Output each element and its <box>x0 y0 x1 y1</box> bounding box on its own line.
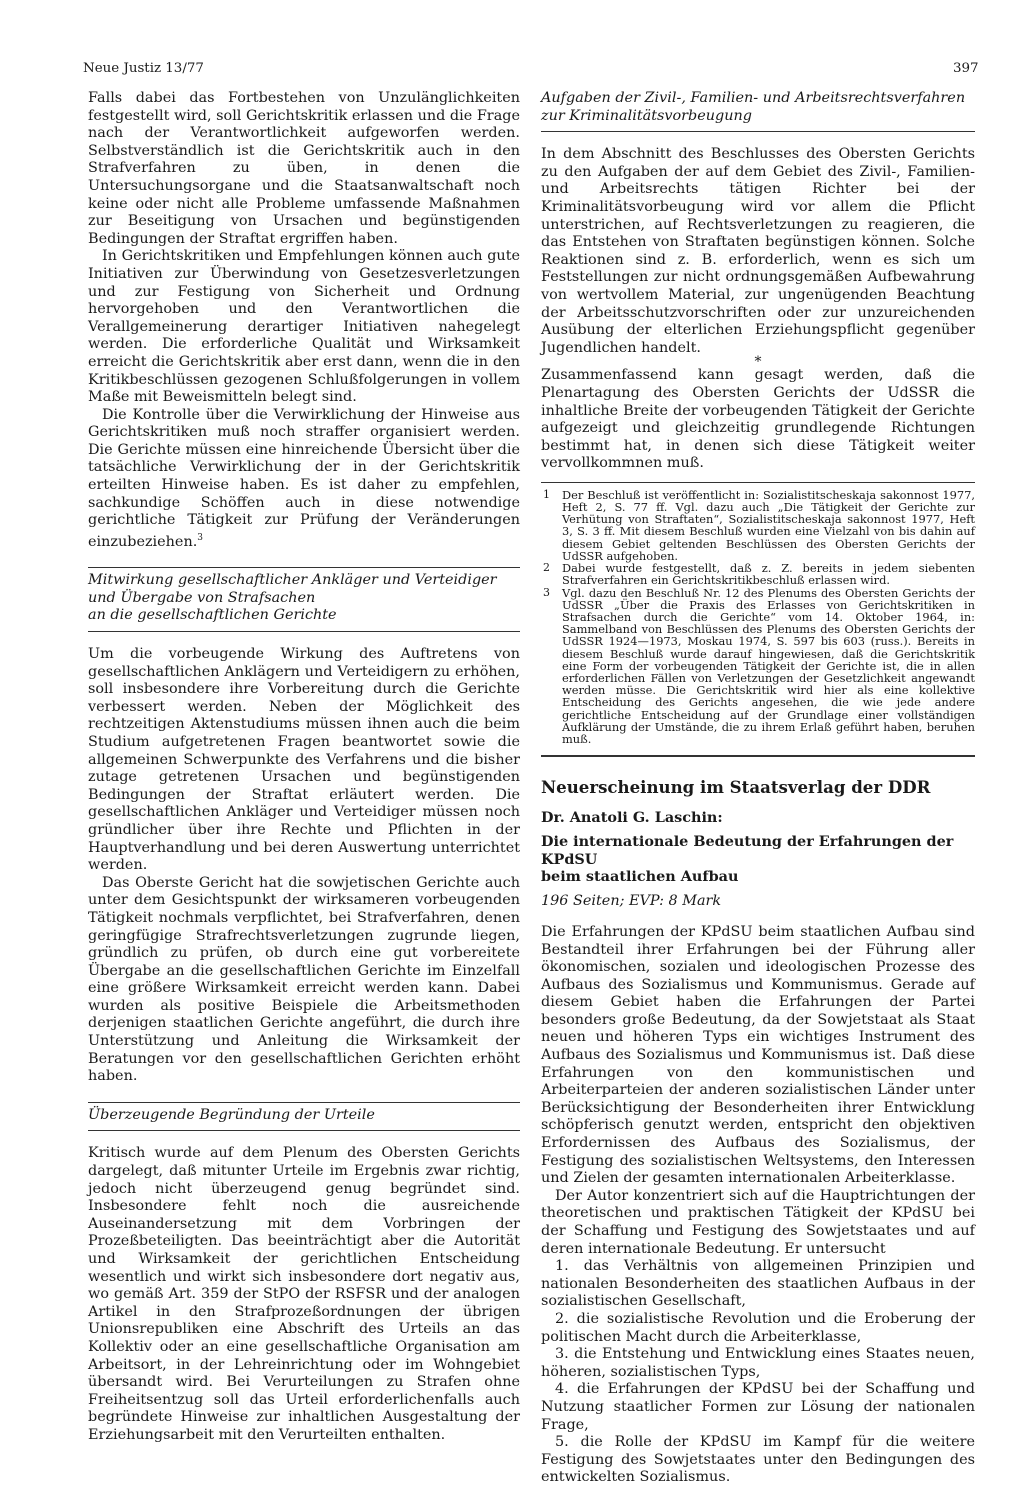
paragraph: In Gerichtskritiken und Empfehlungen können auch gute Initiativen zur Überwindung von Gesetzesverletzungen und zur Festigung von Sicherheit und Ordnung hervorgehoben und den Verantwortlichen die Verallgemeinerung derartiger Initiativen nahegelegt werden. Die erforderliche Qualität und Wirksamkeit erreicht die Gerichtskritik aber erst dann, wenn die in den Kritikbeschlüssen gezogenen Schlußfolgerungen in vollem Maße mit Beweismitteln belegt sind. <box>88 248 520 406</box>
section-heading-line: an die gesellschaftlichen Gerichte <box>88 607 337 624</box>
list-item: 3. die Entstehung und Entwicklung eines Staates neuen, höheren, sozialistischen Typs, <box>541 1346 975 1380</box>
section-rule <box>88 1130 520 1131</box>
book-author: Dr. Anatoli G. Laschin: <box>541 809 723 827</box>
footnote-number: 1 <box>543 487 550 501</box>
book-title-line: Die internationale Bedeutung der Erfahrungen der KPdSU <box>541 833 954 868</box>
list-item: 4. die Erfahrungen der KPdSU bei der Schaffung und Nutzung staatlicher Formen zur Lösung der nationalen Frage, <box>541 1381 975 1433</box>
footnote-number: 3 <box>543 585 550 599</box>
paragraph <box>88 407 520 552</box>
paragraph-text: Die Kontrolle über die Verwirklichung der Hinweise aus Gerichtskritiken muß noch straffer organisiert werden. Die Gerichte müssen eine hinreichende Übersicht über die tatsächliche Verwirklichung der in der Gerichtskritik erteilten Hinweise haben. Es ist daher zu empfehlen, sachkundige Schöffen auch in diese notwendige gerichtliche Tätigkeit zur Prüfung der Veränderungen einzubeziehen. <box>88 406 520 550</box>
section-heading <box>541 90 975 131</box>
section-rule <box>88 631 520 632</box>
list-item: 2. die sozialistische Revolution und die Eroberung der politischen Macht durch die Arbeiterklasse, <box>541 1310 975 1345</box>
list-item: 1. das Verhältnis von allgemeinen Prinzipien und nationalen Besonderheiten des staatlichen Aufbaus in der sozialistischen Gesellschaft, <box>541 1258 975 1310</box>
publication-announcement <box>541 777 975 1487</box>
running-header-title: Neue Justiz 13/77 <box>83 61 204 76</box>
paragraph: In dem Abschnitt des Beschlusses des Obersten Gerichts zu den Aufgaben der auf dem Gebiet des Zivil-, Familien- und Arbeitsrechts tätigen Richter bei der Kriminalitätsvorbeugung wird vor allem die Pflicht unterstrichen, auf Rechtsverletzungen zu reagieren, die das Entstehen von Straftaten begünstigen können. Solche Reaktionen sind z. B. erforderlich, wenn es sich um Feststellungen zur nicht ordnungsgemäßen Aufbewahrung von wertvollem Material, zur ungenügenden Beachtung der Arbeitsschutzvorschriften oder zur unzureichenden Ausübung der elterlichen Erziehungspflicht gegenüber Jugendlichen handelt. <box>541 146 975 356</box>
section-heading-line: und Übergabe von Strafsachen <box>88 589 316 606</box>
footnote-rule <box>541 482 975 483</box>
paragraph: Um die vorbeugende Wirkung des Auftretens von gesellschaftlichen Anklägern und Verteidigern zu erhöhen, soll insbesondere ihre Vorbereitung durch die Gerichte verbessert werden. Neben der Möglichkeit des rechtzeitigen Aktenstudiums müssen ihnen auch die beim Studium aufgetretenen Fragen beantwortet sowie die allgemeinen Schwerpunkte des Verfahrens und die bisher zutage getretenen Ursachen und begünstigenden Bedingungen der Straftat erläutert werden. Die gesellschaftlichen Ankläger und Verteidiger müssen noch gründlicher über ihre Rechte und Pflichten in der Hauptverhandlung und bei deren Auswertung unterrichtet werden. <box>88 646 520 874</box>
paragraph: Der Autor konzentriert sich auf die Hauptrichtungen der theoretischen und praktischen Tätigkeit der KPdSU bei der Schaffung und Festigung des Sowjetstaates und auf deren internationale Bedeutung. Er untersucht <box>541 1187 975 1257</box>
section-rule <box>541 131 975 132</box>
page-number: 397 <box>953 61 979 76</box>
section-heading-line: Mitwirkung gesellschaftlicher Ankläger und Verteidiger <box>88 572 497 589</box>
section-heading <box>88 1103 520 1131</box>
section-separator-asterisk: * <box>754 354 762 371</box>
footnote-ref: 3 <box>197 532 204 543</box>
footnote <box>541 587 975 746</box>
section-heading <box>88 568 520 631</box>
topic-list <box>541 1258 975 1487</box>
footnote-text: Vgl. dazu den Beschluß Nr. 12 des Plenums des Obersten Gerichts der UdSSR „Über die Praxis des Erlasses von Gerichtskritiken in Strafsachen durch die Gerichte“ vom 14. Oktober 1964, in: Sammelband von Beschlüssen des Plenums des Obersten Gerichts der UdSSR 1924—1973, Moskau 1974, S. 597 bis 603 (russ.). Bereits in diesem Beschluß wurde darauf hingewiesen, daß die Gerichtskritik eine Form der vorbeugenden Tätigkeit der Gerichte ist, die in allen erforderlichen Fällen von Verletzungen der Gesetzlichkeit angewandt werden müsse. Die Gerichtskritik wird hier als eine kollektive Entscheidung des Gerichts angesehen, die wie jede andere gerichtliche Entscheidung auf der Grundlage einer vollständigen Aufklärung der Umstände, die zu ihrem Erlaß geführt haben, beruhen muß. <box>562 585 975 746</box>
footnote-number: 2 <box>543 561 550 575</box>
paragraph: Kritisch wurde auf dem Plenum des Obersten Gerichts dargelegt, daß mitunter Urteile im Ergebnis zwar richtig, jedoch nicht überzeugend genug begründet sind. Insbesondere fehlt noch die ausreichende Auseinandersetzung mit dem Vorbringen der Prozeßbeteiligten. Das beeinträchtigt aber die Autorität und Wirksamkeit der gerichtlichen Entscheidung wesentlich und wirkt sich insbesondere dort negativ aus, wo gemäß Art. 359 der StPO der RSFSR und der analogen Artikel in den Strafprozeßordnungen der übrigen Unionsrepubliken eine Abschrift des Urteils an das Kollektiv oder an eine gesellschaftliche Organisation am Arbeitsort, in der Lehreinrichtung oder im Wohngebiet übersandt wird. Bei Verurteilungen zu Strafen ohne Freiheitsentzug soll das Urteil erforderlichenfalls auch begründete Hinweise zur inhaltlichen Ausgestaltung der Erziehungsarbeit mit den Verurteilten enthalten. <box>88 1145 520 1443</box>
footnotes <box>541 489 975 745</box>
right-column <box>541 90 975 1487</box>
section-heading-line: zur Kriminalitätsvorbeugung <box>541 107 752 124</box>
paragraph: Zusammenfassend kann gesagt werden, daß die Plenartagung des Obersten Gerichts der UdSSR die inhaltliche Breite der vorbeugenden Tätigkeit der Gerichte aufgezeigt und gleichzeitig grundlegende Richtungen bestimmt hat, in denen sich diese Tätigkeit weiter vervollkommnen muß. <box>541 367 975 472</box>
left-column <box>88 90 520 1445</box>
list-item: 5. die Rolle der KPdSU im Kampf für die weitere Festigung des Sowjetstaates unter den Bedingungen des entwickelten Sozialismus. <box>541 1434 975 1486</box>
footnote-text: Dabei wurde festgestellt, daß z. Z. bereits in jedem siebenten Strafverfahren ein Gerichtskritikbeschluß erlassen wird. <box>562 561 975 588</box>
book-title-line: beim staatlichen Aufbau <box>541 868 739 886</box>
paragraph: Falls dabei das Fortbestehen von Unzulänglichkeiten festgestellt wird, soll Gerichtskritik erlassen und die Frage nach der Verantwortlichkeit aufgeworfen werden. Selbstverständlich ist die Gerichtskritik auch in den Strafverfahren zu üben, in denen die Untersuchungsorgane und die Staatsanwaltschaft noch keine oder nicht alle Probleme umfassende Maßnahmen zur Beseitigung von Ursachen und begünstigenden Bedingungen der Straftat ergriffen haben. <box>88 90 520 247</box>
announcement-title: Neuerscheinung im Staatsverlag der DDR <box>541 777 931 798</box>
paragraph: Die Erfahrungen der KPdSU beim staatlichen Aufbau sind Bestandteil ihrer Erfahrungen bei der Führung aller ökonomischen, sozialen und ideologischen Prozesse des Aufbaus des Sozialismus und Kommunismus. Gerade auf diesem Gebiet haben die Erfahrungen der Partei besonders große Bedeutung, da der Sowjetstaat als Staat neuen und höheren Typs ein wichtiges Instrument des Aufbaus des Sozialismus und Kommunismus ist. Daß diese Erfahrungen von den kommunistischen und Arbeiterparteien der anderen sozialistischen Länder unter Berücksichtigung der Besonderheiten ihrer Entwicklung schöpferisch genutzt werden, entspricht den objektiven Erfordernissen des Aufbaus des Sozialismus, der Festigung des sozialistischen Weltsystems, den Interessen und Zielen der gesamten internationalen Arbeiterklasse. <box>541 923 975 1187</box>
announcement-rule <box>541 755 975 757</box>
footnote <box>541 562 975 586</box>
section-heading-line: Überzeugende Begründung der Urteile <box>88 1106 375 1123</box>
footnote-text: Der Beschluß ist veröffentlicht in: Sozialistitscheskaja sakonnost 1977, Heft 2, S. 77 ff. Vgl. dazu auch „Die Tätigkeit der Gerichte zur Verhütung von Straftaten“, Sozialistitscheskaja sakonnost 1977, Heft 3, S. 3 ff. Mit diesem Beschluß wurden eine Vielzahl von bis dahin auf diesem Gebiet geltenden Beschlüssen des Obersten Gerichts der UdSSR aufgehoben. <box>562 487 975 563</box>
paragraph: Das Oberste Gericht hat die sowjetischen Gerichte auch unter dem Gesichtspunkt der wirksameren vorbeugenden Tätigkeit nochmals verpflichtet, bei Strafverfahren, denen geringfügige Strafrechtsverletzungen zugrunde liegen, gründlich zu prüfen, ob durch eine gut vorbereitete Übergabe an die gesellschaftlichen Gerichte im Einzelfall eine größere Wirksamkeit erreicht werden kann. Dabei wurden als positive Beispiele die Arbeitsmethoden derjenigen staatlichen Gerichte angeführt, die durch ihre Unterstützung und Anleitung die Wirksamkeit der Beratungen vor den gesellschaftlichen Gerichten erhöht haben. <box>88 874 520 1085</box>
footnote <box>541 489 975 562</box>
section-heading-line: Aufgaben der Zivil-, Familien- und Arbeitsrechtsverfahren <box>541 90 966 106</box>
book-meta: 196 Seiten; EVP: 8 Mark <box>541 892 722 909</box>
